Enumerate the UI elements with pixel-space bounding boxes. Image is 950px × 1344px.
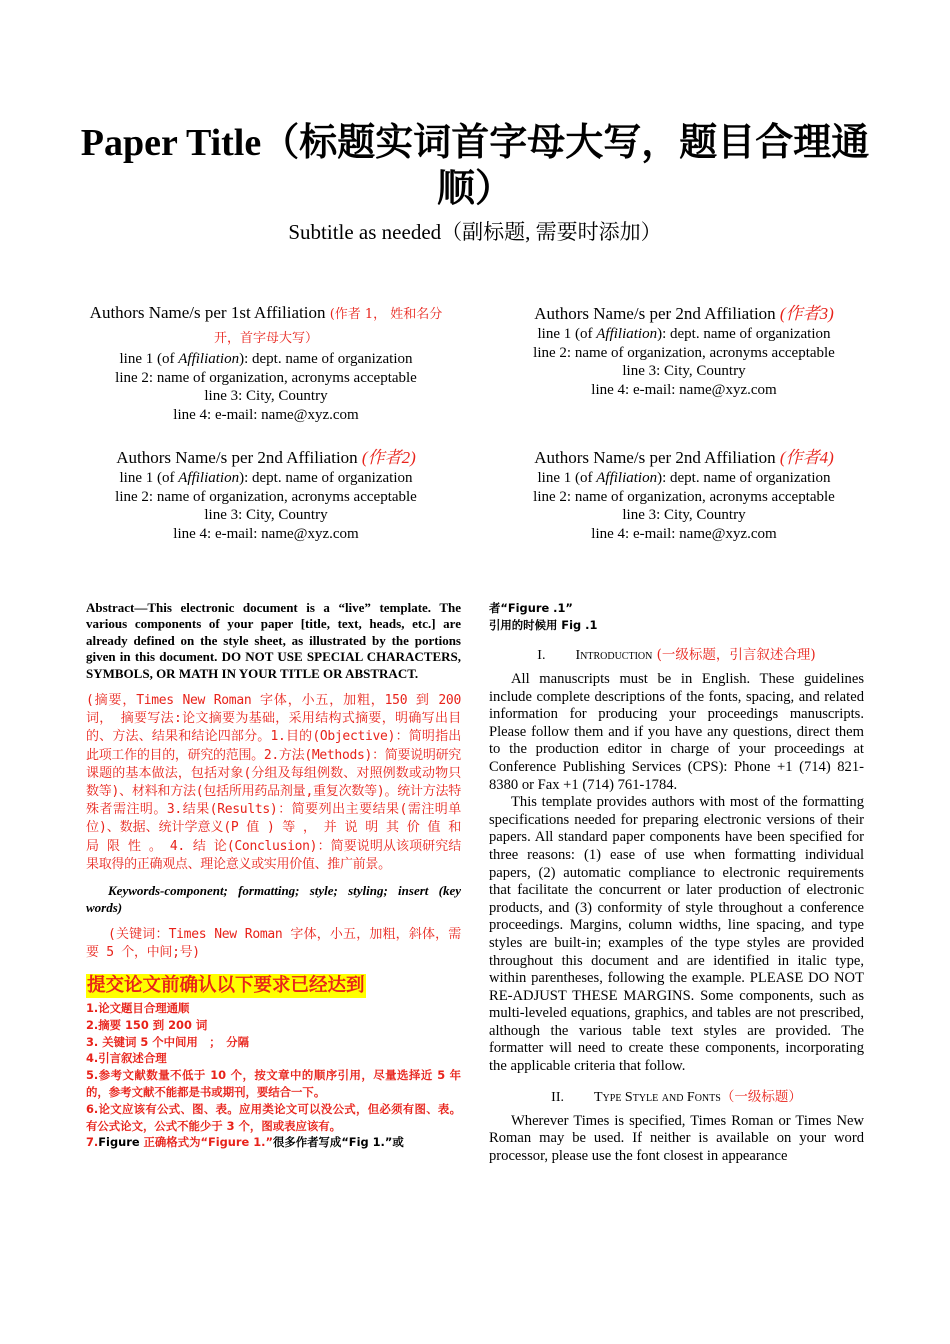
subtitle-en: Subtitle as needed (288, 220, 442, 244)
author-block-1 (86, 302, 446, 424)
section-heading-introduction: I. Introduction (一级标题，引言叙述合理) (537, 647, 816, 663)
author-note: (作者2) (361, 448, 416, 467)
requirement-item: 6.论文应该有公式、图、表。应用类论文可以没公式，但必须有图、表。有公式论文，公式不能少于 3 个，图或表应该有。 (86, 1101, 461, 1133)
author-note: (作者 1， 姓和名分开，首字母大写） (213, 307, 443, 346)
requirement-item: 1.论文题目合理通顺 (86, 1001, 190, 1016)
paper-title-en: Paper Title (80, 122, 262, 164)
author-name: Authors Name/s per 2nd Affiliation (作者4) (534, 448, 834, 467)
affiliation-line-3: line 3: City, Country (204, 388, 328, 404)
affiliation-line-1: line 1 (of Affiliation): dept. name of organization (537, 470, 831, 486)
paper-subtitle (80, 218, 870, 246)
affiliation-line-1: line 1 (of Affiliation): dept. name of organization (119, 470, 413, 486)
abstract-text: Abstract—This electronic document is a “live” template. The various components of your paper [title, text, heads, etc.] are already defined on the style sheet, as illustrated by the portions given in this document. DO NOT USE SPECIAL CHARACTERS, SYMBOLS, OR MATH IN YOUR TITLE OR ABSTRACT. (86, 600, 461, 681)
author-block-2 (86, 447, 446, 543)
keywords-text: Keywords-component; formatting; style; styling; insert (key words) (86, 883, 461, 916)
affiliation-line-1: line 1 (of Affiliation): dept. name of organization (119, 351, 413, 367)
paper-title-zh: （标题实词首字母大写，题目合理通顺） (261, 122, 870, 210)
paper-title (80, 120, 870, 212)
right-column (489, 600, 864, 1165)
subtitle-zh: （副标题, 需要时添加） (441, 220, 662, 244)
keywords-zh-note: (关键词：Times New Roman 字体，小五，加粗，斜体，需要 5 个，中间;号) (86, 927, 461, 961)
requirement-item: 2.摘要 150 到 200 词 (86, 1017, 208, 1032)
figure-note-2: 引用的时候用 Fig .1 (489, 618, 598, 632)
affiliation-line-4: line 4: e-mail: name@xyz.com (173, 525, 359, 542)
affiliation-line-2: line 2: name of organization, acronyms acceptable (533, 488, 835, 505)
affiliation-line-4: line 4: e-mail: name@xyz.com (173, 406, 359, 423)
author-block-4 (504, 447, 864, 543)
body-paragraph: This template provides authors with most of the formatting specifications needed for preparing electronic versions of their papers. All standard paper components have been specified for three reasons: (1) ease of use when formatting individual papers, (2) automatic compliance to electronic requirements that facilitate the concurrent or later production of electronic products, and (3) conformity of style throughout a conference proceedings. Margins, column widths, line spacing, and type styles are built-in; examples of the type styles are provided throughout this document and are identified in italic type, within parentheses, following the example. PLEASE DO NOT RE-ADJUST THESE MARGINS. Some components, such as multi-leveled equations, graphics, and tables are not prescribed, although the various table text styles are provided. The formatter will need to create these components, incorporating the applicable criteria that follow. (489, 794, 864, 1075)
requirements-list (86, 1000, 461, 1151)
affiliation-line-3: line 3: City, Country (204, 507, 328, 523)
requirements-heading: 提交论文前确认以下要求已经达到 (87, 975, 365, 997)
author-name: Authors Name/s per 2nd Affiliation (作者3) (534, 304, 834, 323)
section-heading-type-style: II. Type Style and Fonts（一级标题） (551, 1088, 802, 1105)
author-name: Authors Name/s per 2nd Affiliation (作者2) (116, 448, 416, 467)
requirement-item-7: 7.Figure 正确格式为“Figure 1.”很多作者写成“Fig 1.”或 (86, 1135, 404, 1150)
requirement-item: 4.引言叙述合理 (86, 1051, 167, 1066)
body-paragraph: All manuscripts must be in English. These guidelines include complete descriptions of the fonts, spacing, and related information for producing your proceedings manuscripts. Please follow them and if you have any questions, direct them to the production editor in charge of your proceedings at Conference Publishing Services (CPS): Phone +1 (714) 821-8380 or Fax +1 (714) 761-1784. (489, 671, 864, 793)
body-paragraph: Wherever Times is specified, Times Roman or Times New Roman may be used. If neither is available on your word processor, please use the font closest in appearance (489, 1112, 864, 1164)
affiliation-line-3: line 3: City, Country (622, 363, 746, 379)
author-block-3 (504, 303, 864, 399)
figure-note-1: 者“Figure .1” (489, 601, 573, 615)
affiliation-line-4: line 4: e-mail: name@xyz.com (591, 525, 777, 542)
author-note: (作者4) (779, 448, 834, 467)
author-note: (作者3) (779, 304, 834, 323)
affiliation-line-2: line 2: name of organization, acronyms acceptable (115, 488, 417, 505)
left-column (86, 600, 461, 1151)
abstract-zh-note: (摘要，Times New Roman 字体，小五，加粗，150 到 200 词， 摘要写法:论文摘要为基础，采用结构式摘要，明确写出目的、方法、结果和结论四部分。1.目的(Objective)：简明指出此项工作的目的，研究的范围。2.方法(Methods)：简要说明研究课题的基本做法，包括对象(分组及每组例数、对照例数或动物只数等)、材料和方法(包括所用药品剂量,重复次数等)。统计方法特殊者需注明。3.结果(Results)：简要列出主要结果(需注明单位)、数据、统计学意义(P 值 ) 等 ， 并 说 明 其 价 值 和 局 限 性 。 4. 结 论(Conclusion)：简要说明从该项研究结果取得的正确观点、理论意义或实用价值、推广前景。 (86, 693, 461, 872)
requirement-item: 3. 关键词 5 个中间用 ； 分隔 (86, 1034, 250, 1049)
author-name: Authors Name/s per 1st Affiliation (作者 1， 姓和名分开，首字母大写） (89, 303, 443, 346)
requirement-item: 5.参考文献数量不低于 10 个，按文章中的顺序引用，尽量选择近 5 年的，参考文献不能都是书或期刊，要结合一下。 (86, 1068, 461, 1100)
affiliation-line-4: line 4: e-mail: name@xyz.com (591, 381, 777, 398)
affiliation-line-2: line 2: name of organization, acronyms acceptable (115, 369, 417, 386)
affiliation-line-2: line 2: name of organization, acronyms acceptable (533, 344, 835, 361)
affiliation-line-3: line 3: City, Country (622, 507, 746, 523)
affiliation-line-1: line 1 (of Affiliation): dept. name of organization (537, 326, 831, 342)
